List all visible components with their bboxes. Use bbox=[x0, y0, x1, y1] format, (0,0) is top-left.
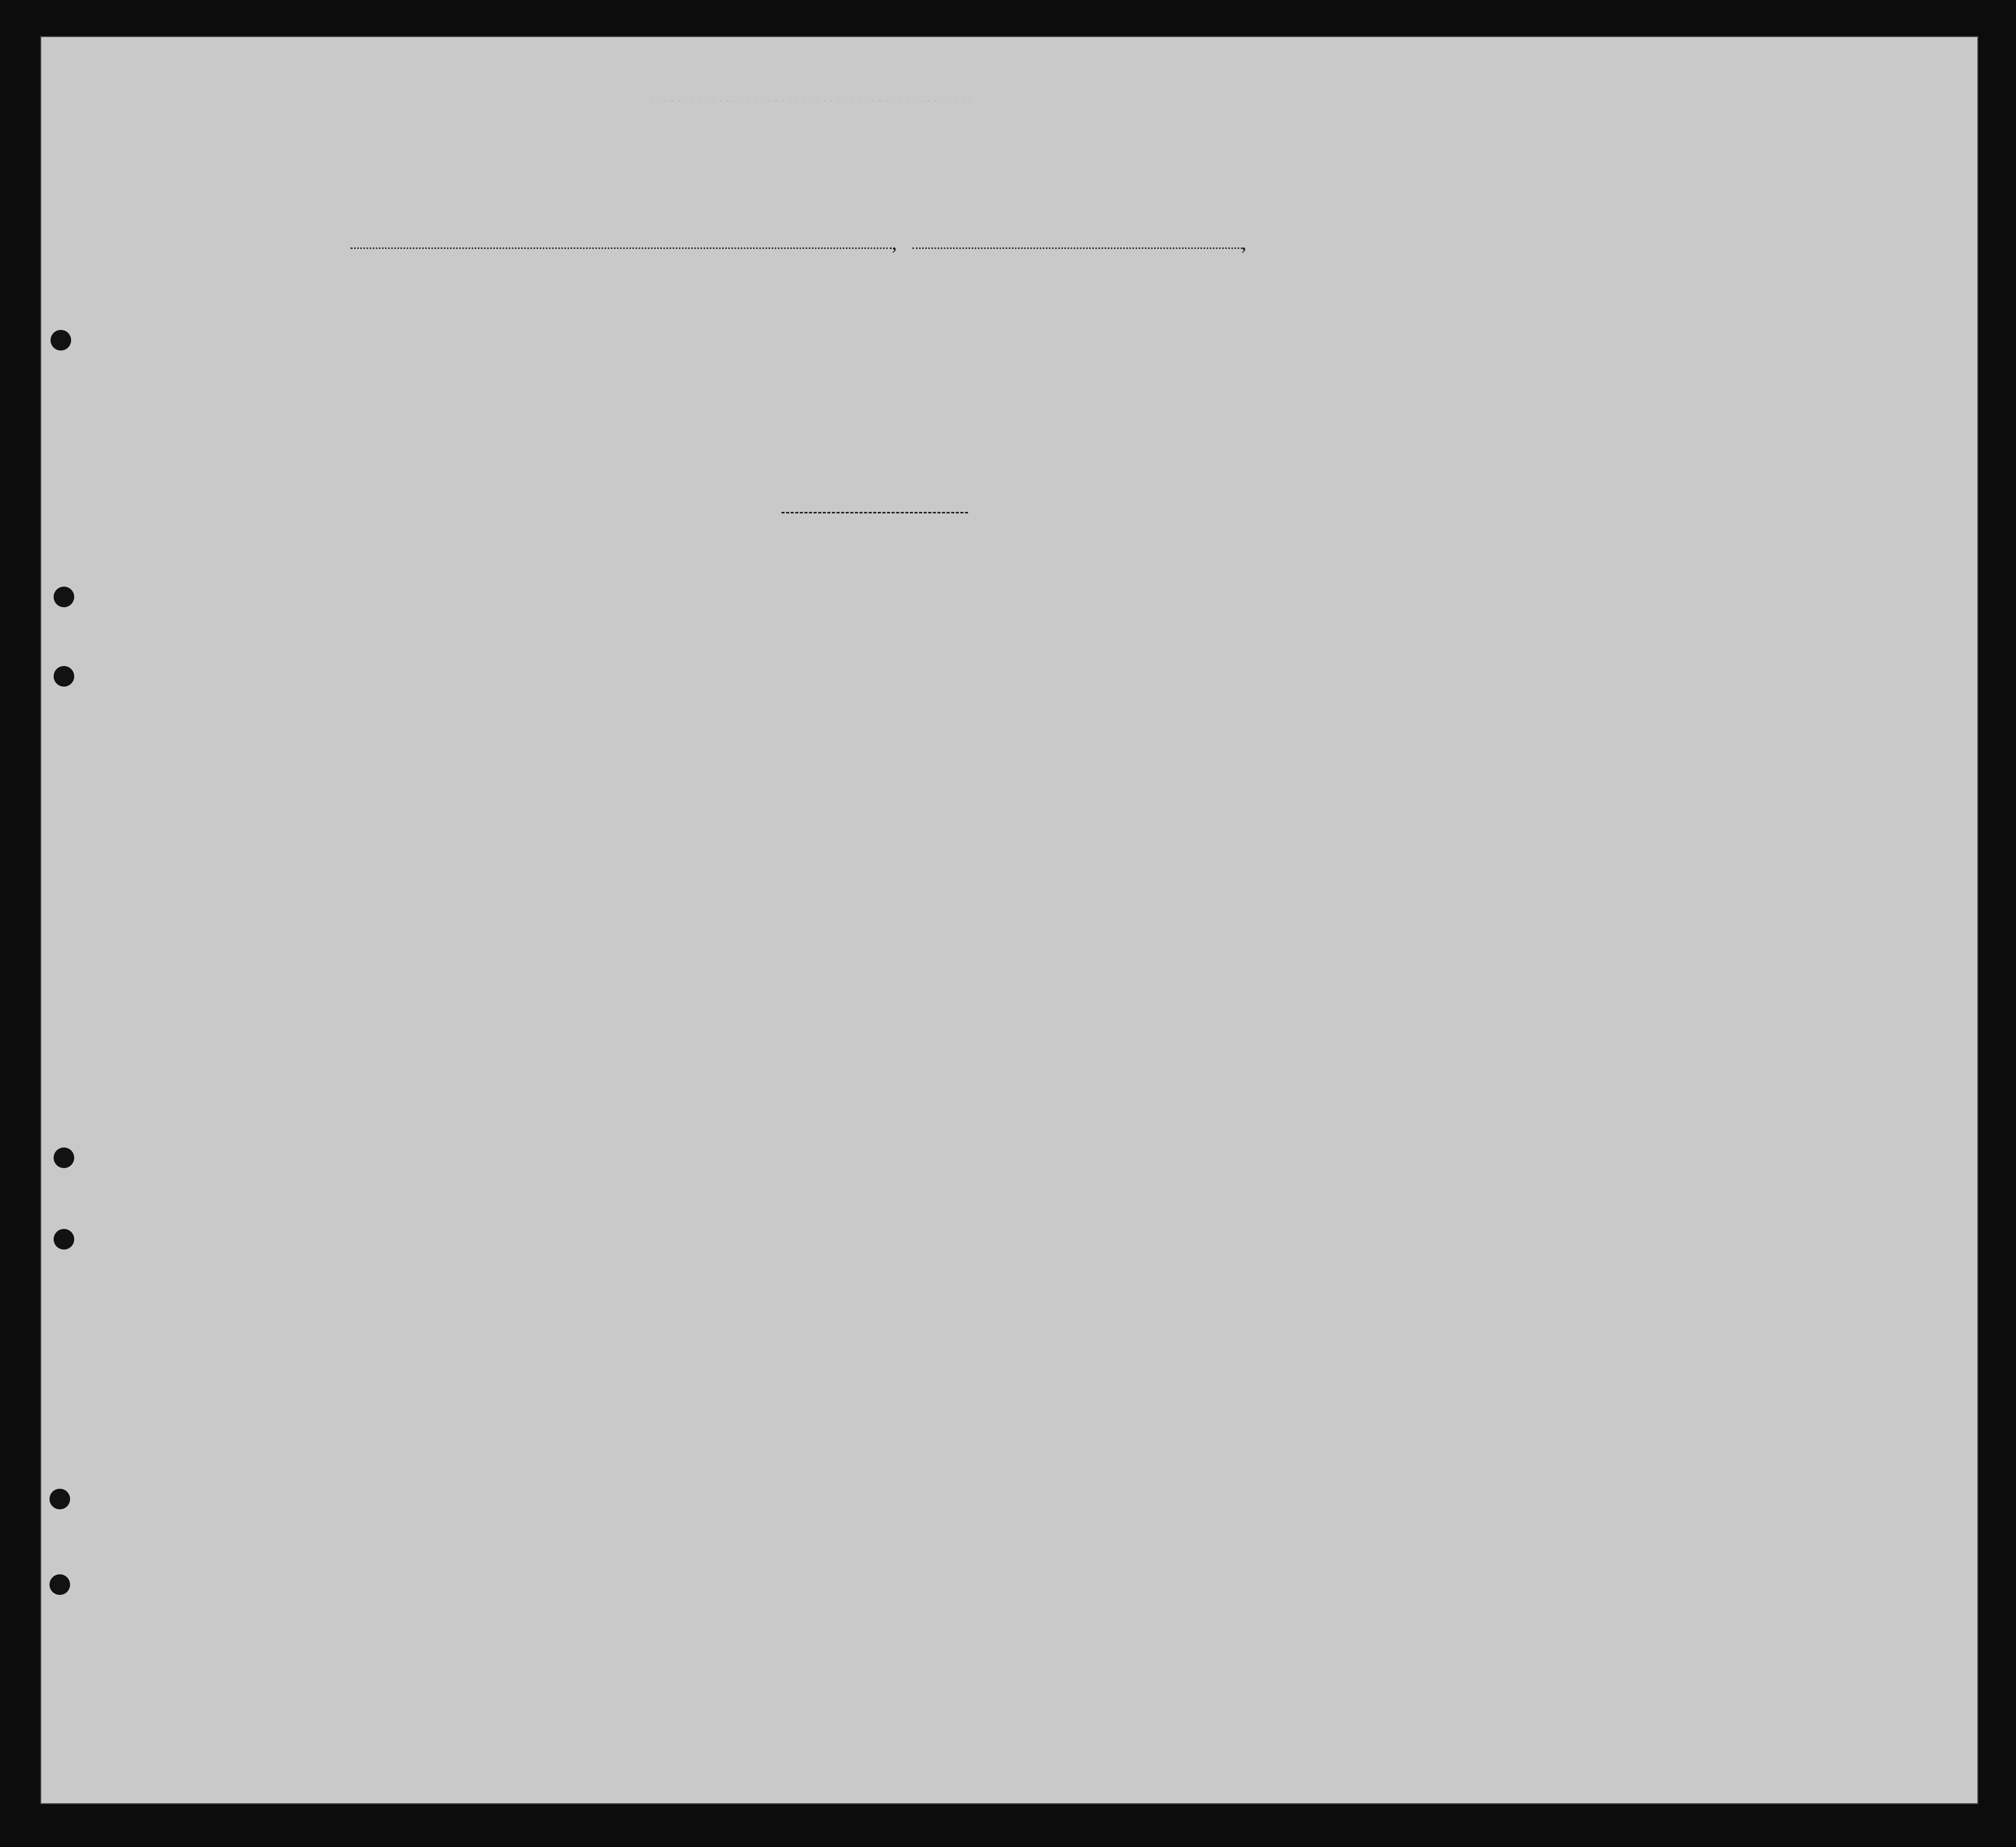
binder-hole bbox=[54, 1147, 74, 1168]
entry-before-dash-line bbox=[781, 512, 968, 513]
manifest-sheet bbox=[40, 36, 1978, 1804]
binder-hole bbox=[54, 587, 74, 607]
binder-hole bbox=[49, 1489, 70, 1509]
binder-hole bbox=[51, 330, 71, 351]
comma2: , bbox=[1241, 231, 1246, 254]
ledger-grid bbox=[41, 37, 1978, 1804]
comma: , bbox=[892, 231, 897, 254]
bleed-through-text: · · · · · · · · · · · · · · · · · · · · · · · · · · · · · · · · · · · · · · · · · · · · · · · bbox=[649, 94, 972, 107]
binder-hole bbox=[54, 666, 74, 687]
binder-hole bbox=[49, 1574, 70, 1595]
binder-hole bbox=[54, 1229, 74, 1250]
